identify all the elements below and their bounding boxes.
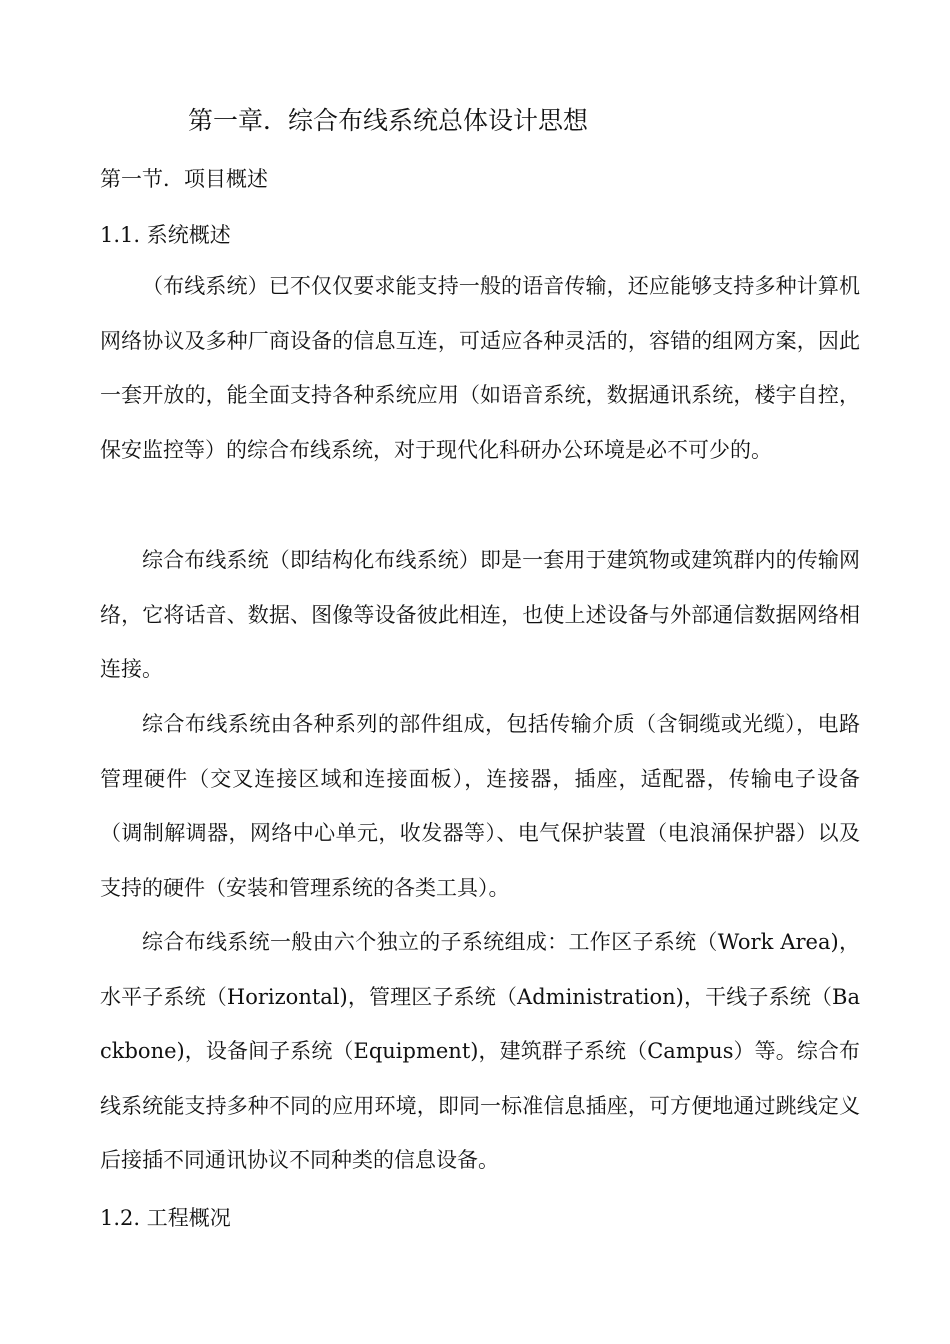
- paragraph-3: 综合布线系统由各种系列的部件组成，包括传输介质（含铜缆或光缆），电路管理硬件（交叉连接区域和连接面板），连接器，插座，适配器，传输电子设备（调制解调器，网络中心单元，收发器等）、电气保护装置（电浪涌保护器）以及支持的硬件（安装和管理系统的各类工具）。: [100, 712, 860, 900]
- paragraph-2: 综合布线系统（即结构化布线系统）即是一套用于建筑物或建筑群内的传输网络，它将话音、数据、图像等设备彼此相连，也使上述设备与外部通信数据网络相连接。: [100, 548, 860, 681]
- subsection-heading-1-1: 1.1. 系统概述: [100, 223, 231, 247]
- paragraph-1: （布线系统）已不仅仅要求能支持一般的语音传输，还应能够支持多种计算机网络协议及多种厂商设备的信息互连，可适应各种灵活的，容错的组网方案，因此一套开放的，能全面支持各种系统应用（如语音系统，数据通讯系统，楼宇自控，保安监控等）的综合布线系统，对于现代化科研办公环境是必不可少的。: [100, 274, 860, 462]
- chapter-title: 第一章．综合布线系统总体设计思想: [188, 106, 589, 135]
- section-title: 第一节．项目概述: [100, 167, 268, 191]
- paragraph-4: 综合布线系统一般由六个独立的子系统组成：工作区子系统（Work Area)，水平子系统（Horizontal)，管理区子系统（Administration)，干线子系统（Backbone)，设备间子系统（Equipment)，建筑群子系统（Campus）等。综合布线系统能支持多种不同的应用环境，即同一标准信息插座，可方便地通过跳线定义后接插不同通讯协议不同种类的信息设备。: [100, 930, 860, 1172]
- subsection-heading-1-2: 1.2. 工程概况: [100, 1206, 231, 1230]
